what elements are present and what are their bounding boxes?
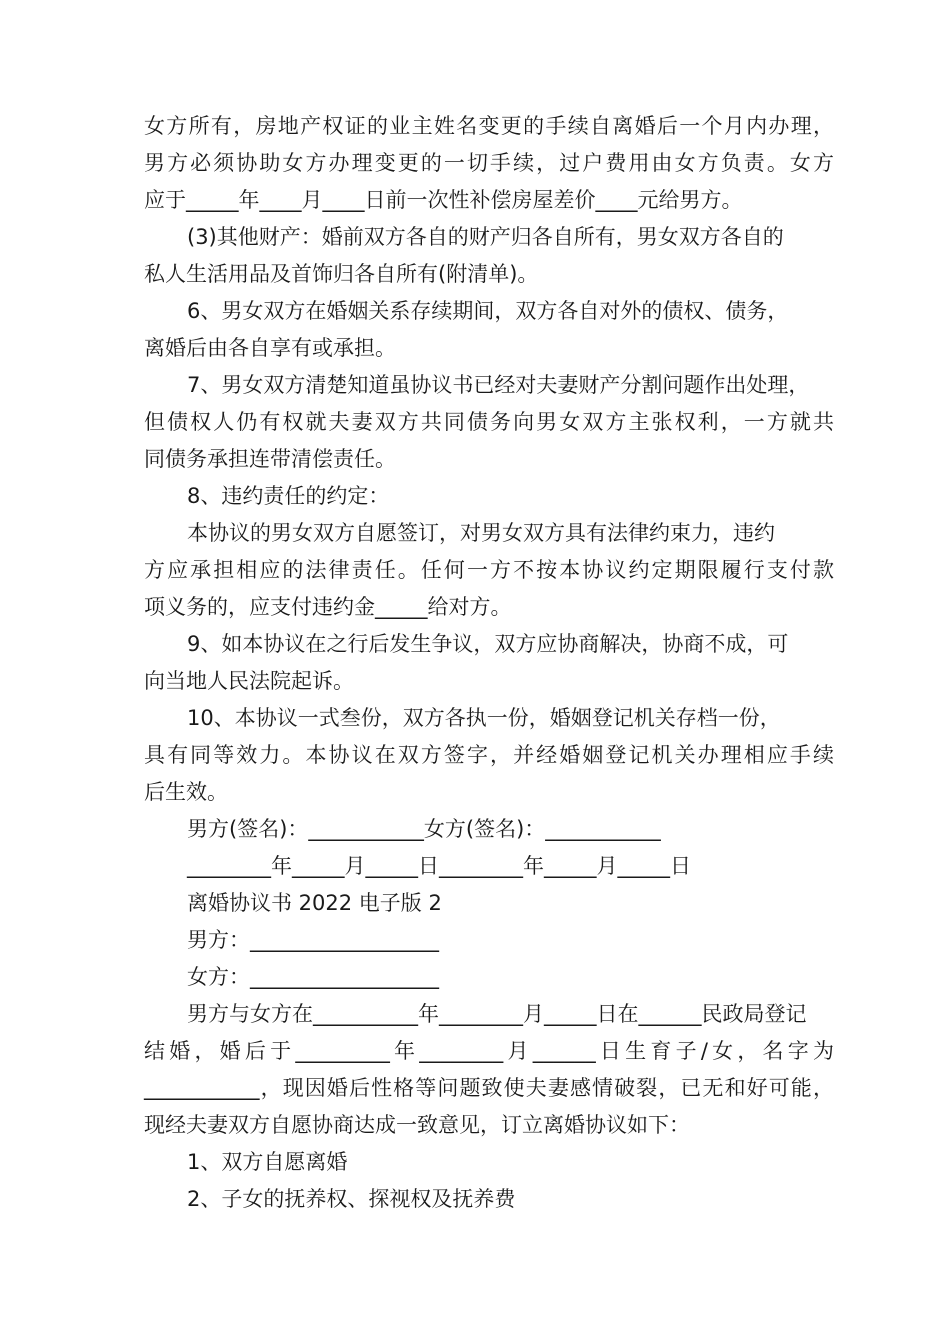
female-party-line: 女方：__________________	[187, 965, 439, 989]
clause-item: 2、子女的抚养权、探视权及抚养费	[187, 1187, 516, 1211]
signature-line: 男方(签名)：___________女方(签名)：___________	[187, 817, 661, 841]
paragraph-line: (3)其他财产：婚前双方各自的财产归各自所有，男女双方各自的	[187, 225, 784, 249]
paragraph-line: 后生效。	[144, 780, 228, 804]
paragraph-line: 7、男女双方清楚知道虽协议书已经对夫妻财产分割问题作出处理，	[187, 373, 810, 397]
paragraph-line: 私人生活用品及首饰归各自所有(附清单)。	[144, 262, 539, 286]
paragraph-line: 方应承担相应的法律责任。任何一方不按本协议约定期限履行支付款	[144, 558, 834, 582]
paragraph-line: 离婚后由各自享有或承担。	[144, 336, 396, 360]
paragraph-line: 同债务承担连带清偿责任。	[144, 447, 396, 471]
paragraph-line: 9、如本协议在之行后发生争议，双方应协商解决，协商不成，可	[187, 632, 789, 656]
paragraph-line: 6、男女双方在婚姻关系存续期间，双方各自对外的债权、债务，	[187, 299, 789, 323]
document-subtitle: 离婚协议书 2022 电子版 2	[187, 891, 442, 915]
section-heading: 8、违约责任的约定：	[187, 484, 390, 508]
clause-item: 1、双方自愿离婚	[187, 1150, 348, 1174]
paragraph-line: 现经夫妻双方自愿协商达成一致意见，订立离婚协议如下：	[144, 1113, 690, 1137]
paragraph-line: 具有同等效力。本协议在双方签字，并经婚姻登记机关办理相应手续	[144, 743, 834, 767]
paragraph-line: 结婚，婚后于_________年________月______日生育子/女，名字为	[144, 1039, 834, 1063]
paragraph-line: 本协议的男女双方自愿签订，对男女双方具有法律约束力，违约	[187, 521, 775, 545]
paragraph-line: 女方所有，房地产权证的业主姓名变更的手续自离婚后一个月内办理，	[144, 114, 834, 138]
document-page	[144, 108, 834, 1218]
paragraph-line: 男方与女方在__________年________月_____日在______民政局登记	[187, 1002, 807, 1026]
paragraph-line: 项义务的，应支付违约金_____给对方。	[144, 595, 512, 619]
paragraph-line: 应于_____年____月____日前一次性补偿房屋差价____元给男方。	[144, 188, 743, 212]
paragraph-line: 向当地人民法院起诉。	[144, 669, 354, 693]
paragraph-line: 男方必须协助女方办理变更的一切手续，过户费用由女方负责。女方	[144, 151, 834, 175]
paragraph-line: ___________，现因婚后性格等问题致使夫妻感情破裂，已无和好可能，	[144, 1076, 834, 1100]
paragraph-line: 10、本协议一式叁份，双方各执一份，婚姻登记机关存档一份，	[187, 706, 781, 730]
date-line: ________年_____月_____日________年_____月_____日	[187, 854, 691, 878]
paragraph-line: 但债权人仍有权就夫妻双方共同债务向男女双方主张权利，一方就共	[144, 410, 834, 434]
male-party-line: 男方：__________________	[187, 928, 439, 952]
